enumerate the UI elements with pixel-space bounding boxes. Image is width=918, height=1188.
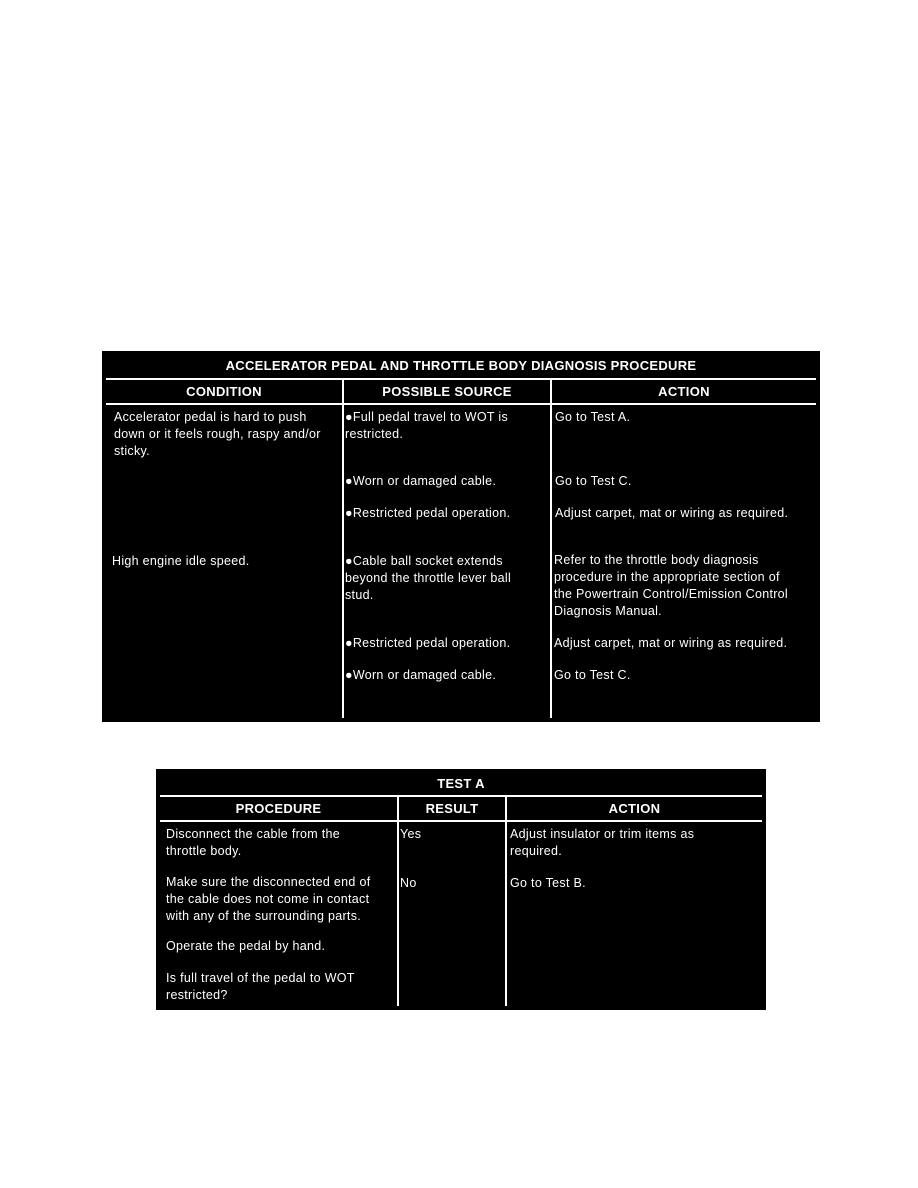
source-cell: ●Worn or damaged cable. (345, 668, 497, 682)
diagnosis-table (102, 351, 820, 722)
procedure-step: Is full travel of the pedal to WOT restricted? (166, 971, 355, 1002)
result-cell: No (400, 876, 417, 890)
divider (505, 795, 507, 1006)
action-cell: Adjust carpet, mat or wiring as required. (555, 506, 789, 520)
column-header-action: ACTION (658, 384, 710, 399)
divider (342, 378, 344, 718)
divider (106, 403, 816, 405)
procedure-step: Operate the pedal by hand. (166, 939, 326, 953)
action-cell: Go to Test C. (554, 668, 631, 682)
source-cell: ●Cable ball socket extends beyond the throttle lever ball stud. (345, 554, 512, 602)
source-cell: ●Restricted pedal operation. (345, 636, 511, 650)
action-cell: Go to Test C. (555, 474, 632, 488)
action-cell: Go to Test B. (510, 876, 586, 890)
condition-cell: High engine idle speed. (112, 554, 250, 568)
procedure-step: Make sure the disconnected end of the cable does not come in contact with any of the surrounding parts. (166, 875, 371, 923)
condition-cell: Accelerator pedal is hard to push down or it feels rough, raspy and/or sticky. (114, 410, 321, 458)
divider (160, 795, 762, 797)
column-header-action: ACTION (608, 801, 661, 816)
source-cell: ●Full pedal travel to WOT is restricted. (345, 410, 508, 441)
table-title: ACCELERATOR PEDAL AND THROTTLE BODY DIAGNOSIS PROCEDURE (225, 358, 697, 373)
column-header-possible-source: POSSIBLE SOURCE (382, 384, 512, 399)
test-a-table (156, 769, 766, 1010)
divider (160, 820, 762, 822)
table-title: TEST A (437, 776, 485, 791)
divider (106, 378, 816, 380)
source-cell: ●Restricted pedal operation. (345, 506, 511, 520)
procedure-step: Disconnect the cable from the throttle body. (166, 827, 341, 858)
action-cell: Go to Test A. (555, 410, 631, 424)
action-cell: Refer to the throttle body diagnosis procedure in the appropriate section of the Powertrain Control/Emission Control Diagnosis Manual. (554, 553, 789, 618)
column-header-condition: CONDITION (186, 384, 262, 399)
column-header-result: RESULT (425, 801, 479, 816)
action-cell: Adjust insulator or trim items as required. (510, 827, 695, 858)
result-cell: Yes (400, 827, 422, 841)
column-header-procedure: PROCEDURE (235, 801, 322, 816)
divider (550, 378, 552, 718)
source-cell: ●Worn or damaged cable. (345, 474, 497, 488)
action-cell: Adjust carpet, mat or wiring as required. (554, 636, 788, 650)
